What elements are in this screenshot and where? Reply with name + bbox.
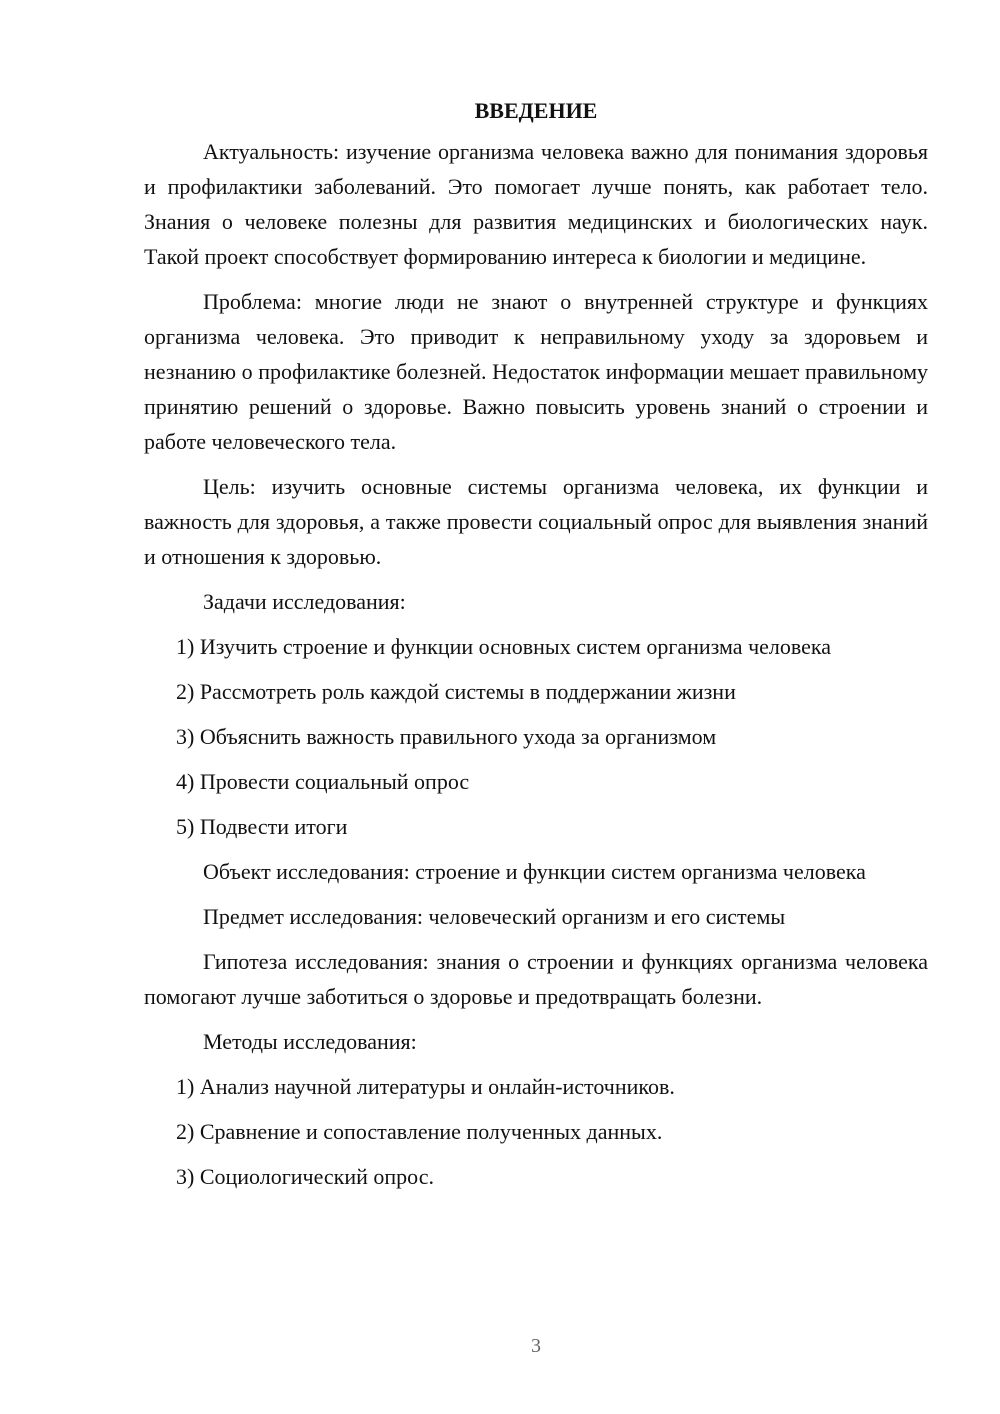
subject-paragraph: Предмет исследования: человеческий организм и его системы: [203, 904, 786, 929]
goal-paragraph: Цель: изучить основные системы организма человека, их функции и важность для здоровья, а также провести социальный опрос для выявления знаний и отношения к здоровью.: [144, 474, 928, 569]
tasks-heading: Задачи исследования:: [203, 589, 406, 614]
method-item: 3) Социологический опрос.: [176, 1164, 434, 1189]
relevance-paragraph: Актуальность: изучение организма человека важно для понимания здоровья и профилактики заболеваний. Это помогает лучше понять, как работает тело. Знания о человеке полезны для развития медицинских и биологических наук. Такой проект способствует формированию интереса к биологии и медицине.: [144, 139, 928, 269]
task-item: 3) Объяснить важность правильного ухода за организмом: [176, 724, 717, 749]
object-paragraph: Объект исследования: строение и функции систем организма человека: [203, 859, 866, 884]
task-item: 5) Подвести итоги: [176, 814, 348, 839]
task-item: 1) Изучить строение и функции основных систем организма человека: [176, 634, 832, 659]
page-content: [144, 96, 928, 1204]
problem-paragraph: Проблема: многие люди не знают о внутренней структуре и функциях организма человека. Это приводит к неправильному уходу за здоровьем и незнанию о профилактике болезней. Недостаток информации мешает правильному принятию решений о здоровье. Важно повысить уровень знаний о строении и работе человеческого тела.: [144, 289, 928, 454]
task-item: 2) Рассмотреть роль каждой системы в поддержании жизни: [176, 679, 736, 704]
method-item: 1) Анализ научной литературы и онлайн-источников.: [176, 1074, 675, 1099]
methods-heading: Методы исследования:: [203, 1029, 417, 1054]
page-title: ВВЕДЕНИЕ: [474, 98, 598, 123]
hypothesis-paragraph: Гипотеза исследования: знания о строении и функциях организма человека помогают лучше заботиться о здоровье и предотвращать болезни.: [144, 949, 928, 1009]
task-item: 4) Провести социальный опрос: [176, 769, 470, 794]
method-item: 2) Сравнение и сопоставление полученных данных.: [176, 1119, 663, 1144]
page-number: 3: [531, 1335, 541, 1357]
